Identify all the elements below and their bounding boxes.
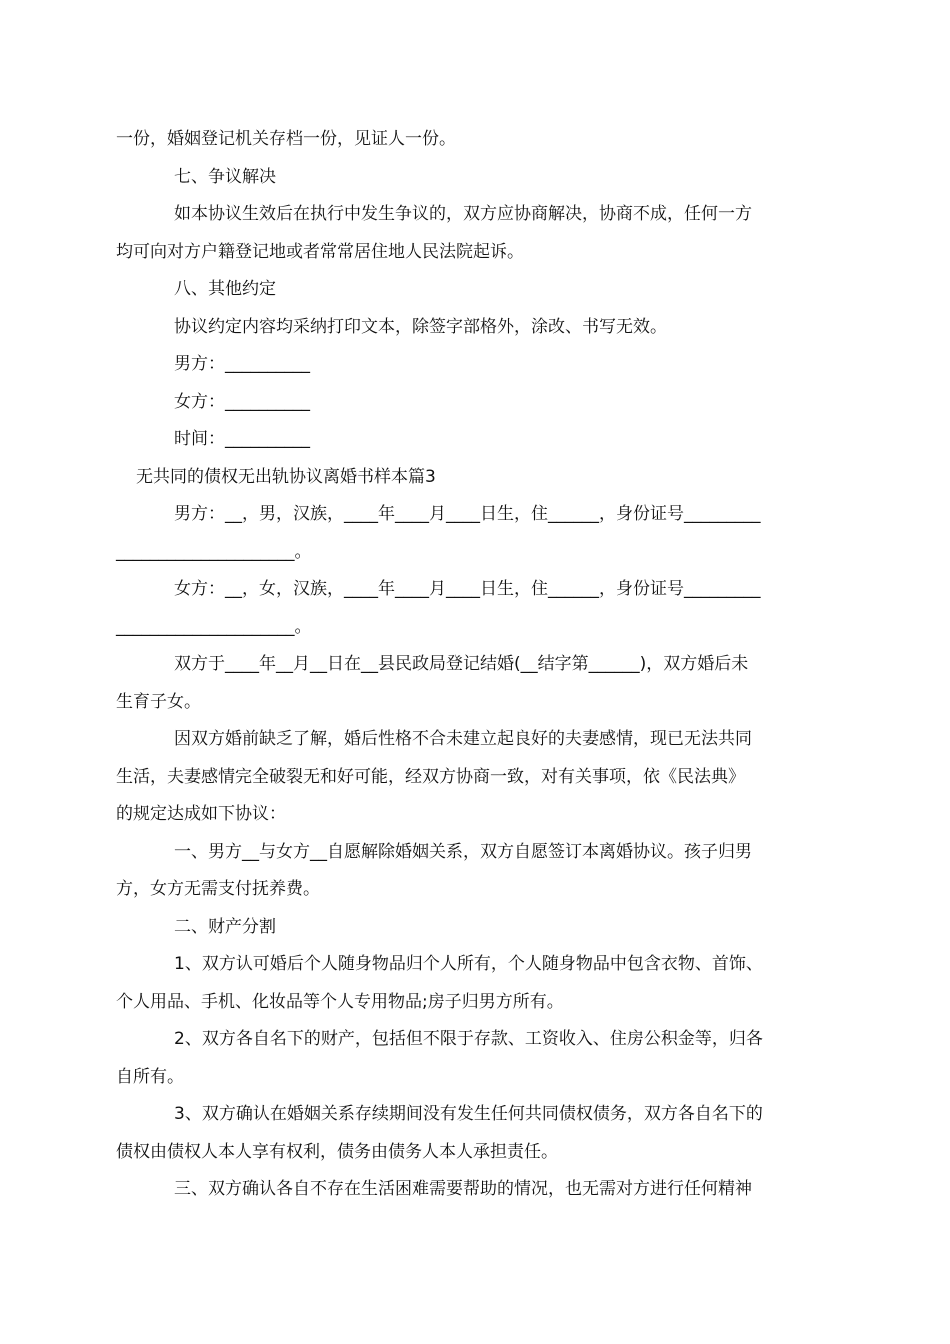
text-line: 三、双方确认各自不存在生活困难需要帮助的情况，也无需对方进行任何精神 [174, 1179, 752, 1199]
signature-line-male: 男方：__________ [174, 354, 310, 374]
text-line: 的规定达成如下协议： [116, 804, 286, 824]
text-line: _____________________。 [116, 542, 312, 562]
text-line: 如本协议生效后在执行中发生争议的，双方应协商解决，协商不成，任何一方 [174, 204, 752, 224]
text-line: 个人用品、手机、化妆品等个人专用物品;房子归男方所有。 [116, 992, 564, 1012]
text-line: 因双方婚前缺乏了解，婚后性格不合未建立起良好的夫妻感情，现已无法共同 [174, 729, 752, 749]
text-line: 男方：__，男，汉族，____年____月____日生，住______，身份证号_________ [174, 504, 761, 524]
text-line: 债权由债权人本人享有权利，债务由债务人本人承担责任。 [116, 1142, 558, 1162]
signature-line-female: 女方：__________ [174, 392, 310, 412]
text-line: 双方于____年__月__日在__县民政局登记结婚(__结字第______)，双方婚后未 [174, 654, 749, 674]
text-line: 方，女方无需支付抚养费。 [116, 879, 320, 899]
text-line: 2、双方各自名下的财产，包括但不限于存款、工资收入、住房公积金等，归各 [174, 1029, 763, 1049]
text-line: 1、双方认可婚后个人随身物品归个人所有，个人随身物品中包含衣物、首饰、 [174, 954, 763, 974]
text-line: 一、男方__与女方__自愿解除婚姻关系，双方自愿签订本离婚协议。孩子归男 [174, 842, 752, 862]
text-line: 自所有。 [116, 1067, 184, 1087]
text-line: 均可向对方户籍登记地或者常常居住地人民法院起诉。 [116, 242, 524, 262]
section-heading: 七、争议解决 [174, 167, 276, 187]
signature-line-date: 时间：__________ [174, 429, 310, 449]
text-line: 3、双方确认在婚姻关系存续期间没有发生任何共同债权债务，双方各自名下的 [174, 1104, 763, 1124]
text-line: 女方：__，女，汉族，____年____月____日生，住______，身份证号_________ [174, 579, 761, 599]
text-line: 生育子女。 [116, 692, 201, 712]
text-line: _____________________。 [116, 617, 312, 637]
text-line: 生活，夫妻感情完全破裂无和好可能，经双方协商一致，对有关事项，依《民法典》 [116, 767, 745, 787]
section-heading: 八、其他约定 [174, 279, 276, 299]
document-title: 无共同的债权无出轨协议离婚书样本篇3 [136, 467, 436, 487]
section-heading: 二、财产分割 [174, 917, 276, 937]
text-line: 协议约定内容均采纳打印文本，除签字部格外，涂改、书写无效。 [174, 317, 667, 337]
text-line: 一份，婚姻登记机关存档一份，见证人一份。 [116, 129, 456, 149]
